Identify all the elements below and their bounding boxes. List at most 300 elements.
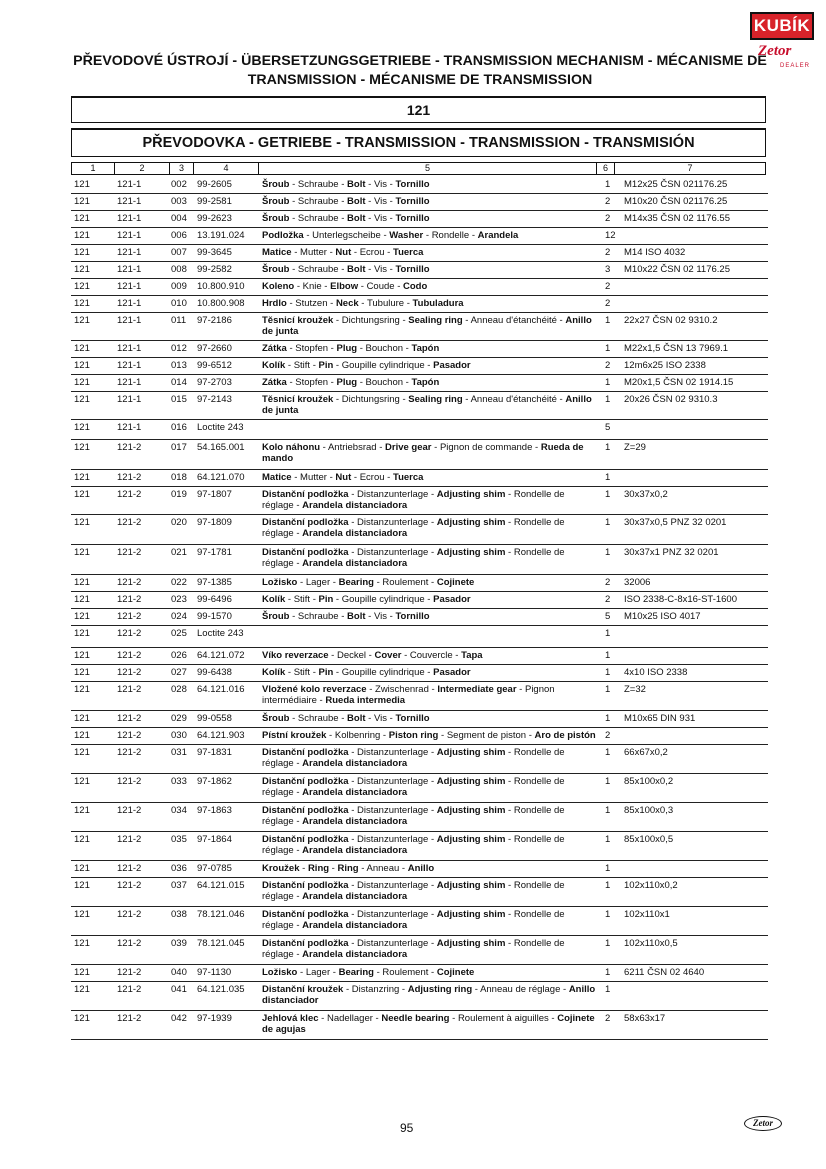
cell-q: 1 <box>605 179 611 190</box>
cell-d: Kolo náhonu - Antriebsrad - Drive gear - Pignon de commande - Rueda de mando <box>262 442 584 464</box>
table-row <box>71 907 768 936</box>
cell-g: 121 <box>74 442 90 453</box>
cell-d: Distanční podložka - Distanzunterlage - Adjusting shim - Rondelle de réglage - Arandela distanciadora <box>262 834 565 856</box>
cell-q: 1 <box>605 684 611 695</box>
cell-p: 007 <box>171 247 187 258</box>
cell-r: Z=32 <box>624 684 646 695</box>
cell-q: 1 <box>605 377 611 388</box>
cell-n: 64.121.016 <box>197 684 245 695</box>
cell-n: 54.165.001 <box>197 442 245 453</box>
cell-r: 102x110x0,5 <box>624 938 678 949</box>
cell-p: 034 <box>171 805 187 816</box>
cell-g: 121 <box>74 650 90 661</box>
cell-n: 99-2605 <box>197 179 232 190</box>
table-row <box>71 211 768 228</box>
cell-d: Distanční podložka - Distanzunterlage - Adjusting shim - Rondelle de réglage - Arandela distanciadora <box>262 880 565 902</box>
cell-d: Distanční kroužek - Distanzring - Adjusting ring - Anneau de réglage - Anillo distanciador <box>262 984 596 1006</box>
cell-g: 121 <box>74 730 90 741</box>
cell-r: M10x20 ČSN 021176.25 <box>624 196 728 207</box>
cell-n: 10.800.910 <box>197 281 245 292</box>
cell-s: 121-1 <box>117 377 142 388</box>
cell-n: 97-2660 <box>197 343 232 354</box>
cell-g: 121 <box>74 938 90 949</box>
cell-d: Kroužek - Ring - Ring - Anneau - Anillo <box>262 863 435 874</box>
cell-q: 1 <box>605 667 611 678</box>
cell-q: 2 <box>605 1013 611 1024</box>
cell-p: 009 <box>171 281 187 292</box>
cell-q: 12 <box>605 230 616 241</box>
cell-g: 121 <box>74 179 90 190</box>
cell-p: 027 <box>171 667 187 678</box>
cell-p: 016 <box>171 422 187 433</box>
cell-g: 121 <box>74 611 90 622</box>
cell-s: 121-1 <box>117 230 142 241</box>
cell-n: 97-1385 <box>197 577 232 588</box>
cell-q: 1 <box>605 938 611 949</box>
zetor-footer-logo: Zetor <box>744 1116 782 1131</box>
cell-d: Šroub - Schraube - Bolt - Vis - Tornillo <box>262 611 430 622</box>
cell-r: 102x110x1 <box>624 909 670 920</box>
cell-g: 121 <box>74 360 90 371</box>
cell-s: 121-1 <box>117 196 142 207</box>
table-row <box>71 774 768 803</box>
cell-d: Šroub - Schraube - Bolt - Vis - Tornillo <box>262 713 430 724</box>
cell-q: 1 <box>605 547 611 558</box>
cell-n: 13.191.024 <box>197 230 245 241</box>
cell-r: 30x37x0,5 PNZ 32 0201 <box>624 517 727 528</box>
table-row <box>71 313 768 341</box>
cell-g: 121 <box>74 684 90 695</box>
cell-s: 121-1 <box>117 343 142 354</box>
cell-p: 015 <box>171 394 187 405</box>
cell-q: 2 <box>605 281 611 292</box>
cell-q: 1 <box>605 517 611 528</box>
cell-p: 039 <box>171 938 187 949</box>
cell-r: M10x25 ISO 4017 <box>624 611 701 622</box>
column-header-3: 3 <box>170 163 194 174</box>
cell-d: Zátka - Stopfen - Plug - Bouchon - Tapón <box>262 377 440 388</box>
cell-n: 64.121.015 <box>197 880 245 891</box>
cell-s: 121-1 <box>117 179 142 190</box>
column-header-6: 6 <box>597 163 615 174</box>
cell-g: 121 <box>74 422 90 433</box>
cell-r: M10x22 ČSN 02 1176.25 <box>624 264 730 275</box>
cell-p: 022 <box>171 577 187 588</box>
cell-n: 97-0785 <box>197 863 232 874</box>
cell-q: 1 <box>605 713 611 724</box>
cell-d: Ložisko - Lager - Bearing - Roulement - Cojinete <box>262 577 475 588</box>
cell-n: 97-2186 <box>197 315 232 326</box>
cell-d: Šroub - Schraube - Bolt - Vis - Tornillo <box>262 179 430 190</box>
cell-n: 99-0558 <box>197 713 232 724</box>
column-header-5: 5 <box>259 163 597 174</box>
kubik-logo: KUBÍK <box>750 12 814 40</box>
cell-n: 97-1831 <box>197 747 232 758</box>
cell-n: 64.121.035 <box>197 984 245 995</box>
cell-d: Kolík - Stift - Pin - Goupille cylindrique - Pasador <box>262 360 471 371</box>
cell-d: Víko reverzace - Deckel - Cover - Couvercle - Tapa <box>262 650 483 661</box>
cell-q: 2 <box>605 213 611 224</box>
cell-n: 97-1863 <box>197 805 232 816</box>
cell-p: 023 <box>171 594 187 605</box>
cell-q: 1 <box>605 442 611 453</box>
cell-p: 008 <box>171 264 187 275</box>
cell-d: Matice - Mutter - Nut - Ecrou - Tuerca <box>262 472 424 483</box>
cell-s: 121-2 <box>117 880 142 891</box>
cell-p: 003 <box>171 196 187 207</box>
cell-s: 121-1 <box>117 247 142 258</box>
table-row <box>71 648 768 665</box>
cell-s: 121-1 <box>117 394 142 405</box>
cell-p: 031 <box>171 747 187 758</box>
cell-n: 64.121.070 <box>197 472 245 483</box>
cell-r: 30x37x1 PNZ 32 0201 <box>624 547 719 558</box>
cell-p: 021 <box>171 547 187 558</box>
section-title: PŘEVODOVKA - GETRIEBE - TRANSMISSION - TRANSMISSION - TRANSMISIÓN <box>71 128 766 157</box>
table-row <box>71 245 768 262</box>
cell-r: 32006 <box>624 577 651 588</box>
cell-d: Šroub - Schraube - Bolt - Vis - Tornillo <box>262 213 430 224</box>
cell-g: 121 <box>74 713 90 724</box>
cell-s: 121-2 <box>117 776 142 787</box>
cell-d: Šroub - Schraube - Bolt - Vis - Tornillo <box>262 264 430 275</box>
cell-n: 97-2703 <box>197 377 232 388</box>
cell-q: 1 <box>605 863 611 874</box>
table-row <box>71 470 768 487</box>
cell-p: 028 <box>171 684 187 695</box>
cell-q: 1 <box>605 650 611 661</box>
cell-q: 1 <box>605 880 611 891</box>
cell-r: 12m6x25 ISO 2338 <box>624 360 706 371</box>
cell-q: 3 <box>605 264 611 275</box>
cell-s: 121-2 <box>117 684 142 695</box>
cell-p: 035 <box>171 834 187 845</box>
page-number: 95 <box>400 1121 414 1135</box>
cell-d: Těsnicí kroužek - Dichtungsring - Sealing ring - Anneau d'étanchéité - Anillo de junta <box>262 394 592 416</box>
cell-s: 121-2 <box>117 863 142 874</box>
cell-d: Matice - Mutter - Nut - Ecrou - Tuerca <box>262 247 424 258</box>
cell-s: 121-1 <box>117 264 142 275</box>
cell-n: 97-1130 <box>197 967 232 978</box>
cell-p: 020 <box>171 517 187 528</box>
column-header-7: 7 <box>687 163 693 173</box>
cell-r: M22x1,5 ČSN 13 7969.1 <box>624 343 729 354</box>
cell-p: 042 <box>171 1013 187 1024</box>
cell-q: 1 <box>605 489 611 500</box>
cell-p: 029 <box>171 713 187 724</box>
cell-d: Hrdlo - Stutzen - Neck - Tubulure - Tubuladura <box>262 298 464 309</box>
cell-d: Podložka - Unterlegscheibe - Washer - Rondelle - Arandela <box>262 230 519 241</box>
cell-d: Kolík - Stift - Pin - Goupille cylindrique - Pasador <box>262 594 471 605</box>
cell-g: 121 <box>74 776 90 787</box>
cell-q: 1 <box>605 834 611 845</box>
cell-s: 121-2 <box>117 984 142 995</box>
cell-d: Distanční podložka - Distanzunterlage - Adjusting shim - Rondelle de réglage - Arandela distanciadora <box>262 517 565 539</box>
cell-g: 121 <box>74 594 90 605</box>
table-row <box>71 358 768 375</box>
cell-q: 1 <box>605 967 611 978</box>
dealer-label: DEALER <box>780 63 811 69</box>
cell-s: 121-2 <box>117 747 142 758</box>
cell-q: 2 <box>605 730 611 741</box>
table-row <box>71 711 768 728</box>
cell-s: 121-2 <box>117 730 142 741</box>
cell-g: 121 <box>74 667 90 678</box>
cell-r: M10x65 DIN 931 <box>624 713 696 724</box>
cell-g: 121 <box>74 247 90 258</box>
table-row <box>71 262 768 279</box>
parts-table <box>71 177 768 1040</box>
cell-n: 99-2623 <box>197 213 232 224</box>
cell-p: 038 <box>171 909 187 920</box>
cell-r: 102x110x0,2 <box>624 880 678 891</box>
cell-d: Zátka - Stopfen - Plug - Bouchon - Tapón <box>262 343 440 354</box>
cell-q: 2 <box>605 360 611 371</box>
table-row <box>71 728 768 745</box>
cell-n: 10.800.908 <box>197 298 245 309</box>
cell-q: 1 <box>605 909 611 920</box>
cell-q: 1 <box>605 628 611 639</box>
table-row <box>71 545 768 575</box>
cell-n: 78.121.046 <box>197 909 245 920</box>
cell-d: Distanční podložka - Distanzunterlage - Adjusting shim - Rondelle de réglage - Arandela distanciadora <box>262 805 565 827</box>
cell-p: 025 <box>171 628 187 639</box>
cell-d: Distanční podložka - Distanzunterlage - Adjusting shim - Rondelle de réglage - Arandela distanciadora <box>262 909 565 931</box>
cell-n: 97-1809 <box>197 517 232 528</box>
cell-q: 2 <box>605 577 611 588</box>
cell-d: Distanční podložka - Distanzunterlage - Adjusting shim - Rondelle de réglage - Arandela distanciadora <box>262 489 565 511</box>
cell-d: Pístní kroužek - Kolbenring - Piston ring - Segment de piston - Aro de pistón <box>262 730 596 741</box>
cell-n: 97-1781 <box>197 547 232 558</box>
cell-q: 1 <box>605 776 611 787</box>
cell-r: 85x100x0,3 <box>624 805 674 816</box>
cell-s: 121-2 <box>117 489 142 500</box>
cell-s: 121-2 <box>117 1013 142 1024</box>
cell-n: 64.121.072 <box>197 650 245 661</box>
cell-n: 99-6496 <box>197 594 232 605</box>
cell-q: 1 <box>605 472 611 483</box>
cell-d: Koleno - Knie - Elbow - Coude - Codo <box>262 281 428 292</box>
table-row <box>71 832 768 861</box>
cell-n: 97-2143 <box>197 394 232 405</box>
cell-r: 30x37x0,2 <box>624 489 668 500</box>
cell-s: 121-1 <box>117 281 142 292</box>
cell-n: 99-6512 <box>197 360 232 371</box>
cell-d: Těsnicí kroužek - Dichtungsring - Sealing ring - Anneau d'étanchéité - Anillo de junta <box>262 315 592 337</box>
cell-p: 012 <box>171 343 187 354</box>
cell-s: 121-1 <box>117 315 142 326</box>
cell-s: 121-1 <box>117 422 142 433</box>
page-title <box>70 52 770 90</box>
cell-p: 030 <box>171 730 187 741</box>
column-header-4: 4 <box>194 163 259 174</box>
cell-d: Ložisko - Lager - Bearing - Roulement - Cojinete <box>262 967 475 978</box>
table-row <box>71 861 768 878</box>
cell-d: Distanční podložka - Distanzunterlage - Adjusting shim - Rondelle de réglage - Arandela distanciadora <box>262 747 565 769</box>
cell-d: Kolík - Stift - Pin - Goupille cylindrique - Pasador <box>262 667 471 678</box>
cell-g: 121 <box>74 628 90 639</box>
table-row <box>71 665 768 682</box>
cell-n: 99-6438 <box>197 667 232 678</box>
cell-g: 121 <box>74 863 90 874</box>
cell-r: 4x10 ISO 2338 <box>624 667 688 678</box>
cell-q: 5 <box>605 611 611 622</box>
cell-n: 99-2581 <box>197 196 232 207</box>
cell-g: 121 <box>74 213 90 224</box>
cell-g: 121 <box>74 489 90 500</box>
cell-g: 121 <box>74 264 90 275</box>
cell-r: M12x25 ČSN 021176.25 <box>624 179 728 190</box>
cell-s: 121-2 <box>117 594 142 605</box>
cell-g: 121 <box>74 747 90 758</box>
cell-s: 121-2 <box>117 967 142 978</box>
cell-q: 1 <box>605 805 611 816</box>
cell-n: 99-1570 <box>197 611 232 622</box>
cell-s: 121-2 <box>117 805 142 816</box>
table-row <box>71 609 768 626</box>
table-row <box>71 575 768 592</box>
cell-g: 121 <box>74 805 90 816</box>
cell-p: 018 <box>171 472 187 483</box>
cell-s: 121-2 <box>117 442 142 453</box>
cell-s: 121-2 <box>117 472 142 483</box>
cell-r: M14 ISO 4032 <box>624 247 686 258</box>
cell-s: 121-1 <box>117 360 142 371</box>
cell-p: 024 <box>171 611 187 622</box>
cell-r: M20x1,5 ČSN 02 1914.15 <box>624 377 734 388</box>
cell-r: 85x100x0,5 <box>624 834 674 845</box>
cell-q: 2 <box>605 298 611 309</box>
cell-p: 026 <box>171 650 187 661</box>
cell-s: 121-2 <box>117 577 142 588</box>
cell-n: 99-2582 <box>197 264 232 275</box>
cell-q: 1 <box>605 315 611 326</box>
table-row <box>71 965 768 982</box>
cell-r: 85x100x0,2 <box>624 776 674 787</box>
cell-p: 033 <box>171 776 187 787</box>
cell-n: 97-1862 <box>197 776 232 787</box>
cell-g: 121 <box>74 281 90 292</box>
cell-s: 121-1 <box>117 213 142 224</box>
cell-p: 017 <box>171 442 187 453</box>
cell-g: 121 <box>74 909 90 920</box>
page-title-line-1: PŘEVODOVÉ ÚSTROJÍ - ÜBERSETZUNGSGETRIEBE - TRANSMISSION MECHANISM - MÉCANISME DE <box>73 53 767 69</box>
cell-g: 121 <box>74 298 90 309</box>
cell-g: 121 <box>74 517 90 528</box>
cell-g: 121 <box>74 577 90 588</box>
cell-q: 2 <box>605 196 611 207</box>
cell-r: 58x63x17 <box>624 1013 666 1024</box>
cell-n: 78.121.045 <box>197 938 245 949</box>
table-row <box>71 392 768 420</box>
table-row <box>71 936 768 965</box>
cell-d: Šroub - Schraube - Bolt - Vis - Tornillo <box>262 196 430 207</box>
cell-p: 037 <box>171 880 187 891</box>
cell-g: 121 <box>74 196 90 207</box>
cell-q: 1 <box>605 984 611 995</box>
cell-d: Distanční podložka - Distanzunterlage - Adjusting shim - Rondelle de réglage - Arandela distanciadora <box>262 938 565 960</box>
cell-s: 121-2 <box>117 547 142 558</box>
table-row <box>71 296 768 313</box>
table-row <box>71 803 768 832</box>
cell-q: 1 <box>605 394 611 405</box>
cell-q: 1 <box>605 343 611 354</box>
cell-g: 121 <box>74 984 90 995</box>
table-row <box>71 487 768 515</box>
cell-p: 014 <box>171 377 187 388</box>
cell-r: M14x35 ČSN 02 1176.55 <box>624 213 730 224</box>
cell-s: 121-2 <box>117 667 142 678</box>
cell-d: Jehlová klec - Nadellager - Needle bearing - Roulement à aiguilles - Cojinete de agujas <box>262 1013 595 1035</box>
zetor-logo: Zetor <box>758 43 792 59</box>
table-row <box>71 1011 768 1040</box>
cell-d: Vložené kolo reverzace - Zwischenrad - Intermediate gear - Pignon intermédiaire - Rueda intermedia <box>262 684 555 706</box>
table-row <box>71 279 768 296</box>
table-row <box>71 194 768 211</box>
cell-g: 121 <box>74 343 90 354</box>
column-header-row <box>71 162 766 175</box>
cell-r: 6211 ČSN 02 4640 <box>624 967 705 978</box>
cell-n: 97-1864 <box>197 834 232 845</box>
cell-n: Loctite 243 <box>197 628 244 639</box>
cell-g: 121 <box>74 880 90 891</box>
cell-n: 97-1939 <box>197 1013 232 1024</box>
cell-p: 041 <box>171 984 187 995</box>
table-row <box>71 440 768 470</box>
column-header-2: 2 <box>115 163 170 174</box>
cell-g: 121 <box>74 1013 90 1024</box>
cell-p: 036 <box>171 863 187 874</box>
cell-s: 121-2 <box>117 713 142 724</box>
table-row <box>71 177 768 194</box>
cell-g: 121 <box>74 230 90 241</box>
cell-g: 121 <box>74 377 90 388</box>
cell-q: 5 <box>605 422 611 433</box>
cell-r: Z=29 <box>624 442 646 453</box>
cell-s: 121-2 <box>117 909 142 920</box>
cell-g: 121 <box>74 315 90 326</box>
cell-g: 121 <box>74 967 90 978</box>
cell-s: 121-2 <box>117 628 142 639</box>
table-row <box>71 592 768 609</box>
cell-p: 002 <box>171 179 187 190</box>
cell-s: 121-2 <box>117 650 142 661</box>
cell-n: Loctite 243 <box>197 422 244 433</box>
cell-p: 006 <box>171 230 187 241</box>
cell-d: Distanční podložka - Distanzunterlage - Adjusting shim - Rondelle de réglage - Arandela distanciadora <box>262 547 565 569</box>
table-row <box>71 745 768 774</box>
table-row <box>71 228 768 245</box>
cell-r: 22x27 ČSN 02 9310.2 <box>624 315 718 326</box>
cell-s: 121-2 <box>117 938 142 949</box>
cell-n: 64.121.903 <box>197 730 245 741</box>
cell-s: 121-1 <box>117 298 142 309</box>
cell-q: 2 <box>605 594 611 605</box>
cell-n: 97-1807 <box>197 489 232 500</box>
table-row <box>71 375 768 392</box>
table-row <box>71 341 768 358</box>
cell-d: Distanční podložka - Distanzunterlage - Adjusting shim - Rondelle de réglage - Arandela distanciadora <box>262 776 565 798</box>
cell-p: 011 <box>171 315 187 326</box>
table-row <box>71 420 768 440</box>
cell-g: 121 <box>74 547 90 558</box>
cell-g: 121 <box>74 394 90 405</box>
cell-q: 2 <box>605 247 611 258</box>
cell-p: 040 <box>171 967 187 978</box>
table-row <box>71 982 768 1011</box>
cell-n: 99-3645 <box>197 247 232 258</box>
page-title-line-2: TRANSMISSION - MÉCANISME DE TRANSMISSION <box>247 72 593 88</box>
